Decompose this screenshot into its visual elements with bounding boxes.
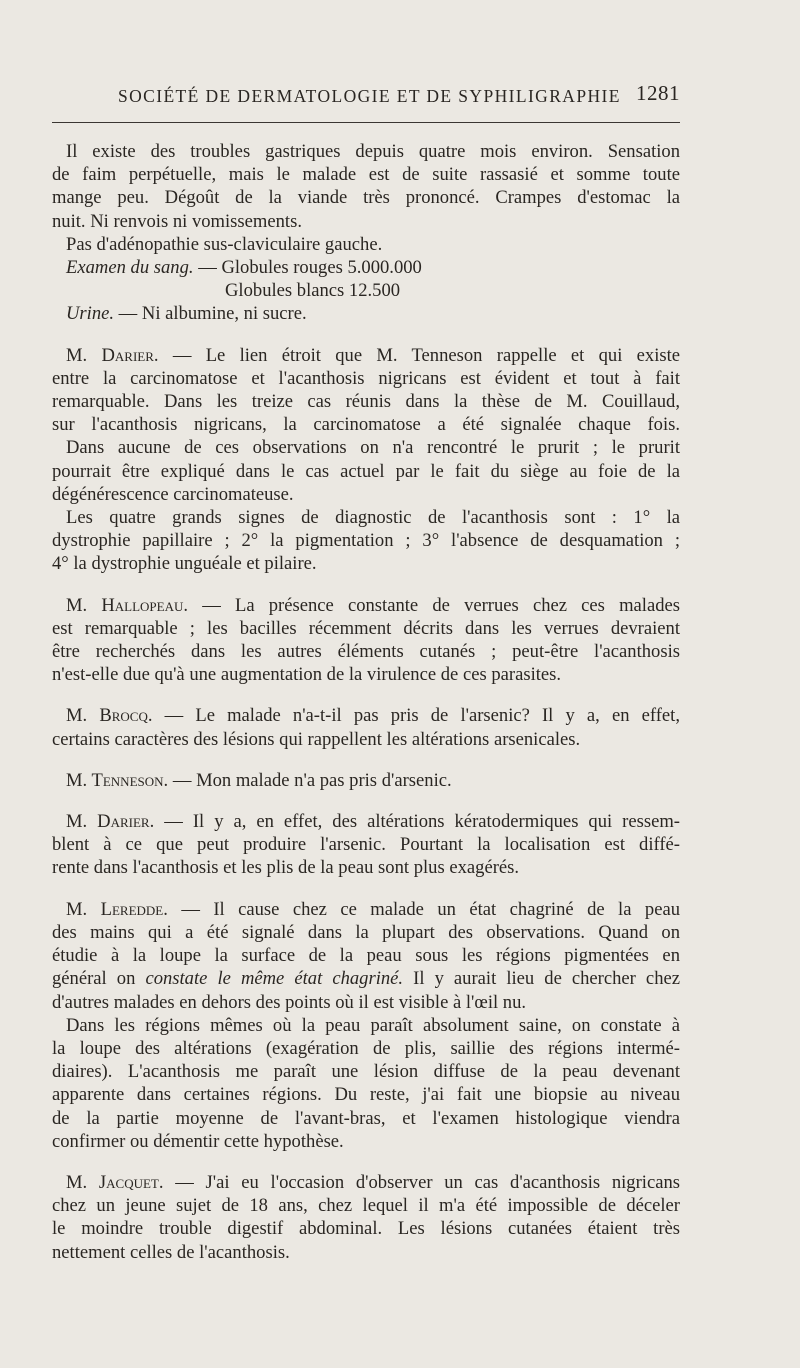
- exam-blancs: Globules blancs 12.500: [225, 280, 401, 302]
- text-line: être recherchés dans les autres éléments cutanés ; peut-être l'acanthosis: [52, 641, 680, 663]
- text-line: chez un jeune sujet de 18 ans, chez lequel il m'a été impossible de déceler: [52, 1195, 680, 1217]
- urine-text: — Ni albumine, ni sucre.: [114, 303, 307, 325]
- text-line: [52, 810, 680, 833]
- text-line: entre la carcinomatose et l'acanthosis nigricans est évident et tout à fait: [52, 367, 680, 389]
- page-number: 1281: [636, 81, 680, 105]
- text-line: [52, 594, 680, 617]
- text-line: d'autres malades en dehors des points où il est visible à l'œil nu.: [52, 991, 527, 1013]
- exam-line: [52, 256, 680, 279]
- text-run: — Le malade n'a-t-il pas pris de l'arsenic? Il y a, en effet,: [152, 705, 680, 727]
- speaker-name: M. Jacquet.: [66, 1171, 164, 1193]
- text-line: [52, 898, 680, 921]
- text-line: blent à ce que peut produire l'arsenic. Pourtant la localisation est diffé-: [52, 834, 680, 856]
- text-line: de faim perpétuelle, mais le malade est de suite rassasié et somme toute: [52, 164, 680, 186]
- speaker-name: M. Hallopeau.: [66, 594, 189, 616]
- text-line: Il existe des troubles gastriques depuis quatre mois environ. Sensation: [66, 141, 680, 162]
- text-line: pourrait être expliqué dans le cas actuel par le fait du siège au foie de la: [52, 460, 680, 482]
- exam-label: Examen du sang.: [66, 257, 194, 279]
- urine-line: [52, 302, 680, 325]
- text-line: sur l'acanthosis nigricans, la carcinomatose a été signalée chaque fois.: [52, 414, 680, 436]
- text-line: n'est-elle due qu'à une augmentation de la virulence de ces parasites.: [52, 664, 562, 686]
- darier-paragraph: [52, 344, 680, 576]
- exam-rouges: — Globules rouges 5.000.000: [193, 257, 422, 279]
- text-line: le moindre trouble digestif abdominal. Les lésions cutanées étaient très: [52, 1218, 680, 1240]
- header-rule: [52, 122, 680, 123]
- brocq-paragraph: [52, 704, 680, 750]
- text-run: — Il y a, en effet, des altérations kératodermiques qui ressem-: [154, 811, 680, 833]
- text-line: nettement celles de l'acanthosis.: [52, 1241, 290, 1263]
- text-run: — Il cause chez ce malade un état chagriné de la peau: [167, 898, 680, 920]
- text-line: apparente dans certaines régions. Du reste, j'ai fait une biopsie au niveau: [52, 1084, 680, 1106]
- tenneson-paragraph: [52, 769, 680, 792]
- text-run: — Mon malade n'a pas pris d'arsenic.: [168, 769, 452, 791]
- text-line: mange peu. Dégoût de la viande très prononcé. Crampes d'estomac la: [52, 187, 680, 209]
- speaker-name: M. Darier.: [66, 811, 155, 833]
- body-text: [52, 140, 680, 1264]
- text-line: diaires). L'acanthosis me paraît une lésion diffuse de la peau devenant: [52, 1061, 680, 1083]
- running-title: SOCIÉTÉ DE DERMATOLOGIE ET DE SYPHILIGRAPHIE: [118, 86, 621, 106]
- page-header: [52, 80, 680, 110]
- text-line: [52, 704, 680, 727]
- jacquet-paragraph: [52, 1171, 680, 1264]
- text-line: dystrophie papillaire ; 2° la pigmentation ; 3° l'absence de desquamation ;: [52, 530, 680, 552]
- text-line: [52, 1171, 680, 1194]
- text-run: — La présence constante de verrues chez ces malades: [188, 594, 681, 616]
- urine-label: Urine.: [66, 303, 115, 325]
- italic-quote: constate le même état chagriné.: [145, 968, 404, 990]
- text-line: de la partie moyenne de l'avant-bras, et l'examen histologique viendra: [52, 1107, 680, 1129]
- hallopeau-paragraph: [52, 594, 680, 687]
- text-line: 4° la dystrophie unguéale et pilaire.: [52, 553, 317, 575]
- text-line: la loupe des altérations (exagération de plis, saillie des régions intermé-: [52, 1037, 680, 1059]
- text-line: étudie à la loupe la surface de la peau sous les régions pigmentées en: [52, 945, 680, 967]
- intro-paragraph: [52, 140, 680, 326]
- text-run: — Le lien étroit que M. Tenneson rappelle et qui existe: [158, 344, 681, 366]
- text-line: Dans aucune de ces observations on n'a rencontré le prurit ; le prurit: [66, 437, 680, 459]
- text-line: remarquable. Dans les treize cas réunis dans la thèse de M. Couillaud,: [52, 391, 680, 413]
- speaker-name: M. Tenneson.: [66, 769, 169, 791]
- speaker-name: M. Leredde.: [66, 898, 168, 920]
- speaker-name: M. Darier.: [66, 344, 159, 366]
- text-run: Il y aurait lieu de chercher chez: [403, 968, 680, 990]
- text-line: confirmer ou démentir cette hypothèse.: [52, 1130, 344, 1152]
- leredde-paragraph: [52, 898, 680, 1153]
- darier-reply-paragraph: [52, 810, 680, 880]
- text-line: nuit. Ni renvois ni vomissements.: [52, 210, 302, 232]
- text-line: [52, 769, 680, 792]
- speaker-name: M. Brocq.: [66, 705, 153, 727]
- text-line: des mains qui a été signalé dans la plupart des observations. Quand on: [52, 921, 680, 943]
- text-run: général on: [52, 968, 146, 990]
- text-run: — J'ai eu l'occasion d'observer un cas d'acanthosis nigricans: [163, 1171, 680, 1193]
- text-line: est remarquable ; les bacilles récemment décrits dans les verrues devraient: [52, 617, 680, 639]
- text-line: dégénérescence carcinomateuse.: [52, 483, 294, 505]
- text-line: [52, 344, 680, 367]
- text-line: rente dans l'acanthosis et les plis de la peau sont plus exagérés.: [52, 857, 520, 879]
- text-line: Dans les régions mêmes où la peau paraît absolument saine, on constate à: [66, 1014, 680, 1036]
- text-line: Les quatre grands signes de diagnostic de l'acanthosis sont : 1° la: [66, 507, 680, 529]
- text-line: certains caractères des lésions qui rappellent les altérations arsenicales.: [52, 728, 581, 750]
- text-line: Pas d'adénopathie sus-claviculaire gauche.: [66, 233, 383, 255]
- text-line: [52, 967, 680, 990]
